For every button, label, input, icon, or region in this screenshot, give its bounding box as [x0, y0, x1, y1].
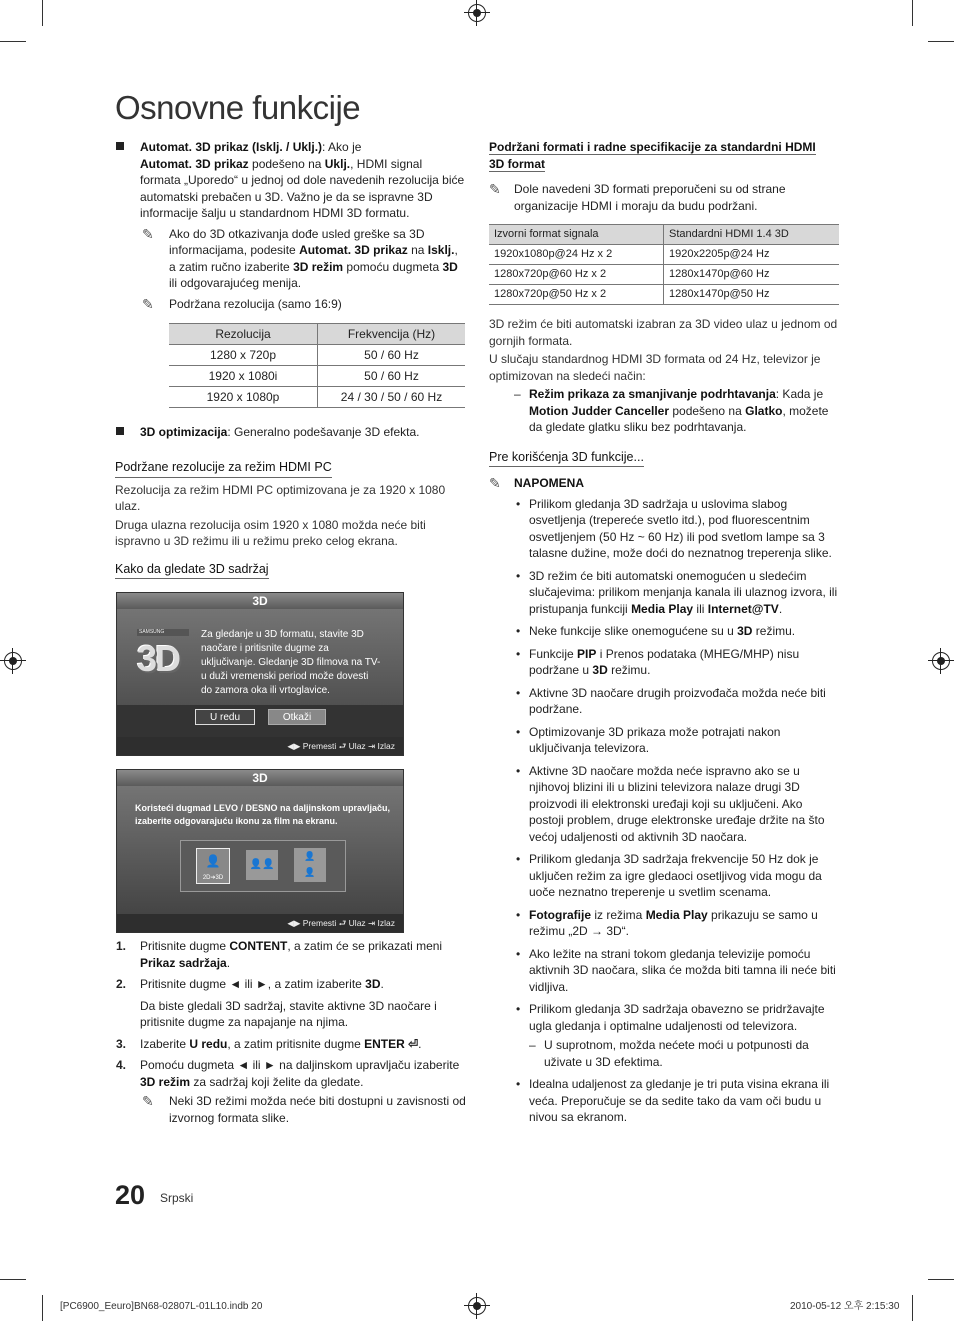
samsung-3d-logo: SAMSUNG 3D [137, 629, 191, 685]
list-item: • Neke funkcije slike onemogućene su u 3D režimu. [516, 624, 796, 638]
section-heading: Podržane rezolucije za režim HDMI PC [115, 459, 332, 478]
enter-icon: ⏎ [404, 1036, 419, 1051]
list-item: • Funkcije PIP i Prenos podataka (MHEG/MHP) nisu podržane u 3D režimu. [516, 646, 800, 677]
list-item: • Fotografije iz režima Media Play prikazuju se samo u režimu „2D → 3D“. [516, 907, 818, 938]
list-item: Da biste gledali 3D sadržaj, stavite aktivne 3D naočare i pritisnite dugme za napajanje na njima. [140, 998, 437, 1029]
note-3d-modes: ✎ Neki 3D režimi možda neće biti dostupni u zavisnosti od izvornog formata slike. [142, 1093, 466, 1125]
mode-2d-to-3d-icon[interactable]: 👤 2D➔3D [196, 848, 230, 884]
note-napomena: ✎ NAPOMENA [489, 475, 585, 491]
section-heading: Pre korišćenja 3D funkcije... [489, 449, 644, 468]
list-item: 4. Pomoću dugmeta ◄ ili ► na daljinskom upravljaču izaberite 3D režim za sadržaj koji želite da gledate. [116, 1058, 460, 1089]
page-title: Osnovne funkcije [115, 89, 361, 126]
footer-timestamp: 2010-05-12 오후 2:15:30 [790, 1301, 900, 1312]
table-row: 1920x1080p@24 Hz x 2 1920x2205p@24 Hz [489, 245, 839, 265]
table-row: 1920 x 1080i 50 / 60 Hz [169, 366, 465, 387]
steps-list [116, 938, 466, 1126]
osd-title: 3D [117, 770, 403, 786]
hdmi-pc-section: Podržane rezolucije za režim HDMI PC Rezolucija za režim HDMI PC optimizovana je za 1920 x 1080 ulaz. Druga ulazna rezolucija osim 1920 x 1080 možda neće biti ispravno u 3D režimu ili u režimu preko celog ekrana. Kako da gledate 3D sadržaj [115, 459, 465, 579]
osd-message: Za gledanje u 3D formatu, stavite 3D naočare i pritisnite dugme za uključivanje. Gledanje 3D filmova na TV-u duži vremenski period može dovesti do zamora oka ili vrtoglavice. [201, 629, 381, 696]
hdmi-format-table: Izvorni format signala Standardni HDMI 1.4 3D 1920x1080p@24 Hz x 2 1920x2205p@24 Hz 1280x720p@60 Hz x 2 1280x1470p@60 Hz 1280x720p@50 Hz x 2 1280x1470p@50 Hz [489, 224, 839, 305]
list-item: 1. Pritisnite dugme CONTENT, a zatim će se prikazati meni Prikaz sadržaja. [116, 939, 443, 970]
list-item: • Aktivne 3D naočare možda neće ispravno ako se u njihovoj blizini ili u blizini televizora nalaze drugi 3D proizvodi ili elektronski uređaji koji su uključeni. Ako postoji problem, druge elektronske uređaje držite na što većoj udaljenosti od aktivnih 3D naočara. [516, 763, 825, 844]
osd-nav-hints: ◀▶ Premesti ⮐ Ulaz ⇥ Izlaz [117, 737, 403, 755]
osd-nav-hints: ◀▶ Premesti ⮐ Ulaz ⇥ Izlaz [117, 914, 403, 932]
dash-judder: – Režim prikaza za smanjivanje podrhtavanja: Kada je Motion Judder Canceller podešeno na Glatko, možete da gledate glatku sliku bez podrhtavanja. [514, 387, 829, 434]
resolution-table: Rezolucija Frekvencija (Hz) 1280 x 720p 50 / 60 Hz 1920 x 1080i 50 / 60 Hz 1920 x 1080p 24 / 30 / 50 / 60 Hz [169, 323, 465, 408]
osd-3d-mode-select [116, 769, 404, 933]
pencil-note-icon: ✎ [142, 295, 154, 312]
osd-3d-warning [116, 592, 404, 756]
registration-mark-icon [4, 652, 22, 670]
pencil-note-icon: ✎ [142, 1093, 154, 1109]
registration-mark-icon [468, 4, 486, 22]
table-row: 1280x720p@60 Hz x 2 1280x1470p@60 Hz [489, 265, 839, 285]
bullet-auto-3d: Automat. 3D prikaz (Isklj. / Uklj.): Ako je Automat. 3D prikaz podešeno na Uklj., HDMI signal formata „Uporedo“ u jednoj od dole navedenih rezolucija biće automatski prebačen u 3D. Važno je da se ispravne 3D informacije šalju u standardnom HDMI 3D formatu. [140, 139, 465, 222]
person-icon: 👤 [205, 854, 221, 868]
section-heading: Podržani formati i radne specifikacije za standardni HDMI 3D format [489, 140, 816, 171]
note-supported-resolution: ✎ Podržana rezolucija (samo 16:9) [142, 295, 342, 312]
list-item: 3. Izaberite U redu, a zatim pritisnite dugme ENTER ⏎. [116, 1036, 422, 1051]
section-heading: Kako da gledate 3D sadržaj [115, 561, 269, 580]
pencil-note-icon: ✎ [489, 475, 501, 491]
bullet-3d-optimization: 3D optimizacija: Generalno podešavanje 3D efekta. [140, 424, 465, 441]
registration-mark-icon [932, 652, 950, 670]
page-number: 20 [115, 1180, 146, 1210]
table-row: 1280x720p@50 Hz x 2 1280x1470p@50 Hz [489, 285, 839, 305]
list-item: • Ako ležite na strani tokom gledanja televizije pomoću aktivnih 3D naočara, slika će možda biti tamna ili neće biti vidljiva. [516, 946, 836, 994]
ok-button[interactable]: U redu [195, 709, 255, 725]
pencil-note-icon: ✎ [142, 225, 154, 242]
osd-message: Koristeći dugmad LEVO / DESNO na daljinskom upravljaču, izaberite odgovarajuću ikonu za film na ekranu. [135, 803, 391, 826]
notes-list [516, 496, 839, 1126]
table-row: 1280 x 720p 50 / 60 Hz [169, 345, 465, 366]
crop-mark [0, 41, 26, 42]
square-bullet-icon [116, 142, 124, 150]
registration-mark-icon [468, 1297, 486, 1315]
crop-mark [912, 1295, 913, 1321]
language-label: Srpski [160, 1191, 194, 1205]
table-row: 1920 x 1080p 24 / 30 / 50 / 60 Hz [169, 387, 465, 408]
list-item: • Aktivne 3D naočare drugih proizvođača možda neće biti podržane. [516, 685, 826, 716]
crop-mark [42, 1295, 43, 1321]
left-column [140, 139, 465, 441]
crop-mark [928, 1279, 954, 1280]
footer-file: [PC6900_Eeuro]BN68-02807L-01L10.indb 20 [60, 1301, 263, 1312]
right-column: Podržani formati i radne specifikacije za standardni HDMI 3D format ✎ Dole navedeni 3D formati preporučeni su od strane organizacije HDMI i moraju da budu podržani. Izvorni format signala Standardni HDMI 1.4 3D 1920x1080p@24 Hz x 2 1920x2205p@24 Hz 1280x720p@60 Hz x 2 1280x1470p@60 Hz 1280x720p@50 Hz x 2 1280x1470p@50 Hz 3D režim će biti automatski izabran za 3D video ulaz u jednom od gornjih formata. U slučaju standardnog HDMI 3D formata od 24 Hz, televizor je optimizovan na sledeći način: – Režim prikaza za smanjivanje podrhtavanja: Kada je Motion Judder Canceller podešeno na Glatko, možete da gledate glatku sliku bez podrhtavanja. Pre korišćenja 3D funkcije... ✎ NAPOMENA • Prilikom gledanja 3D sadržaja u uslovima slabog osvetljenja (trepereće svetlo itd.), pod fluorescentnim osvetljenjem (50 Hz ~ 60 Hz) ili pod svetlom lampe sa 3 talasne dužine, može doći do neznatnog treperenja slike. • 3D režim će biti automatski onemogućen u sledećim slučajevima: prilikom menjanja kanala ili ulaznog izvora, ili pristupanja funkciji Media Play ili Internet@TV. • Neke funkcije slike onemogućene su u 3D režimu. • Funkcije PIP i Prenos podataka (MHEG/MHP) nisu podržane u 3D režimu. • Aktivne 3D naočare drugih proizvođača možda neće biti podržane. • Optimizovanje 3D prikaza može potrajati nakon uključivanja televizora. • Aktivne 3D naočare možda neće ispravno ako se u njihovoj blizini ili u blizini televizora nalaze drugi 3D proizvodi ili elektronski uređaji koji su uključeni. Ako postoji problem, druge elektronske uređaje držite na što većoj udaljenosti od aktivnih 3D naočara. • Prilikom gledanja 3D sadržaja frekvencije 50 Hz dok je uključen režim za igre gledaoci osetljivog vida mogu da uoče neznatno treperenje u svetlim scenama. • Fotografije iz režima Media Play prikazuju se samo u režimu „2D → 3D“. • Ako ležite na strani tokom gledanja televizije pomoću aktivnih 3D naočara, slika će možda biti tamna ili neće biti vidljiva. • Prilikom gledanja 3D sadržaja obavezno se pridržavajte ugla gledanja i optimalne udaljenosti od televizora. – U suprotnom, možda nećete moći u potpunosti da uživate u 3D efektima. • Idealna udaljenost za gledanje je tri puta visina ekrana ili veća. Preporučuje se da sedite tako da vam oči budu u nivou sa ekranom. [489, 140, 838, 1124]
crop-mark [928, 41, 954, 42]
crop-mark [912, 0, 913, 26]
list-item: • Optimizovanje 3D prikaza može potrajati nakon uključivanja televizora. [516, 724, 781, 755]
list-item: • Prilikom gledanja 3D sadržaja frekvencije 50 Hz dok je uključen režim za igre gledaoci osetljivog vida mogu da uoče neznatno treperenje u svetlim scenama. [516, 852, 822, 899]
cancel-button[interactable]: Otkaži [268, 709, 326, 725]
list-item: • Idealna udaljenost za gledanje je tri puta visina ekrana ili veća. Preporučuje se da sedite tako da vam oči budu u nivou sa ekranom. [516, 1077, 830, 1124]
mode-side-by-side-icon[interactable]: 👤👤 [246, 850, 278, 880]
note-hdmi-formats: ✎ Dole navedeni 3D formati preporučeni su od strane organizacije HDMI i moraju da budu podržani. [489, 181, 786, 213]
mode-top-bottom-icon[interactable]: 👤 👤 [294, 848, 326, 882]
note-3d-cancel: ✎ Ako do 3D otkazivanja dođe usled greške sa 3D informacijama, podesite Automat. 3D prikaz na Isklj., a zatim ručno izaberite 3D režim pomoću dugmeta 3D ili odgovarajućeg menija. [142, 225, 458, 290]
square-bullet-icon [116, 427, 124, 435]
crop-mark [42, 0, 43, 26]
list-item: • Prilikom gledanja 3D sadržaja obavezno se pridržavajte ugla gledanja i optimalne udaljenosti od televizora. – U suprotnom, možda nećete moći u potpunosti da uživate u 3D efektima. [529, 1001, 839, 1070]
list-item: 2. Pritisnite dugme ◄ ili ►, a zatim izaberite 3D. [116, 977, 384, 991]
sub-dash-item: – U suprotnom, možda nećete moći u potpunosti da uživate u 3D efektima. [529, 1038, 809, 1069]
list-item: • 3D režim će biti automatski onemogućen u sledećim slučajevima: prilikom menjanja kanala ili ulaznog izvora, ili pristupanja funkciji Media Play ili Internet@TV. [516, 568, 838, 616]
list-item: • Prilikom gledanja 3D sadržaja u uslovima slabog osvetljenja (trepereće svetlo itd.), pod fluorescentnim osvetljenjem (50 Hz ~ 60 Hz) ili pod svetlom lampe sa 3 talasne dužine, može doći do neznatnog treperenja slike. [516, 496, 832, 560]
pencil-note-icon: ✎ [489, 181, 501, 197]
osd-title: 3D [117, 593, 403, 609]
crop-mark [0, 1279, 26, 1280]
